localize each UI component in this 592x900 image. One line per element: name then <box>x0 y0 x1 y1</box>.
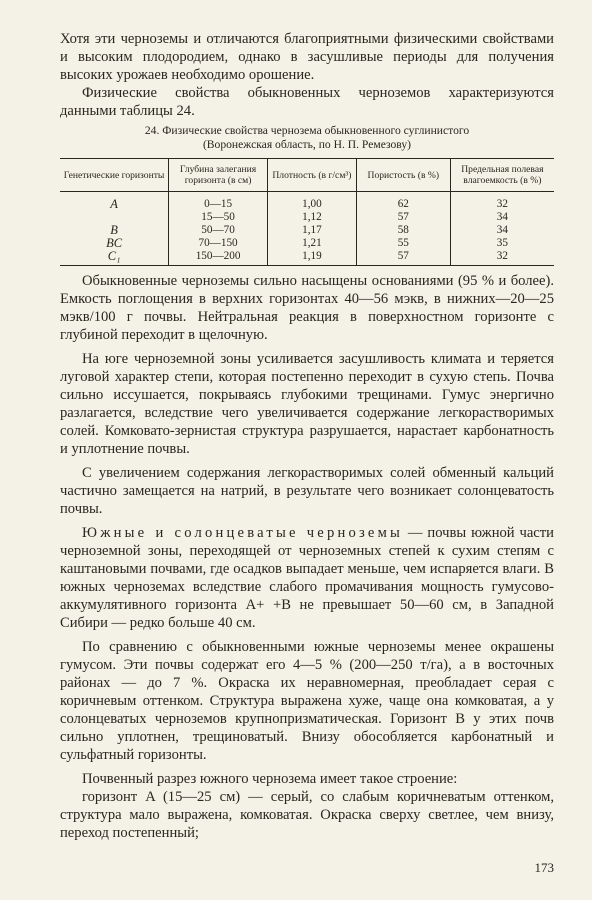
page-content <box>60 30 554 842</box>
cell-porosity: 57 <box>356 211 450 224</box>
cell-horizon: B <box>110 223 118 237</box>
body-paragraph-6: Почвенный разрез южного чернозема имеет такое строение: <box>82 771 458 787</box>
cell-capacity: 34 <box>450 211 554 224</box>
page-number: 173 <box>534 860 554 875</box>
cell-porosity: 55 <box>356 237 450 250</box>
cell-density: 1,17 <box>267 224 356 237</box>
cell-depth: 15—50 <box>169 211 268 224</box>
table-caption-source: (Воронежская область, по Н. П. Ремезову) <box>202 138 412 151</box>
body-paragraph-4 <box>60 524 554 632</box>
table-header-row <box>60 159 554 192</box>
cell-horizon: C₁ <box>60 250 169 266</box>
cell-capacity: 32 <box>450 192 554 212</box>
cell-capacity: 32 <box>450 250 554 266</box>
intro-paragraph-1: Хотя эти черноземы и отличаются благоприятными физическими свойствами и высоким плодородием, однако в засушливые периоды для получения высоких урожаев необходимо орошение. <box>60 31 554 83</box>
cell-depth: 50—70 <box>169 224 268 237</box>
cell-density: 1,19 <box>267 250 356 266</box>
cell-porosity: 62 <box>356 192 450 212</box>
intro-paragraph-2: Физические свойства обыкновенных черноземов характеризуются данными таблицы 24. <box>60 85 554 119</box>
table-row <box>60 224 554 237</box>
cell-depth: 0—15 <box>169 192 268 212</box>
cell-horizon: BC <box>106 236 123 250</box>
header-density: Плотность (в г/см³) <box>267 159 356 192</box>
header-porosity: Пористость (в %) <box>356 159 450 192</box>
cell-porosity: 58 <box>356 224 450 237</box>
cell-porosity: 57 <box>356 250 450 266</box>
body-paragraph-7: горизонт A (15—25 см) — серый, со слабым коричневатым оттенком, структура мало выражена, комковатая. Окраска сверху светлее, чем внизу, переход постепенный; <box>60 789 554 841</box>
table-caption-title: 24. Физические свойства чернозема обыкновенного суглинистого <box>144 124 470 137</box>
table-row <box>60 250 554 266</box>
cell-density: 1,21 <box>267 237 356 250</box>
table-row <box>60 211 554 224</box>
cell-density: 1,00 <box>267 192 356 212</box>
body-paragraph-5: По сравнению с обыкновенными южные черноземы менее окрашены гумусом. Эти почвы содержат его 4—5 % (200—250 т/га), а в восточных районах — до 7 %. Окраска их неравномерная, преобладает серая с коричневым оттенком. Структура выражена хуже, чаще она комковатая, а у солонцеватых черноземов крупнопризматическая. Горизонт B у этих почв сильно уплотнен, трещиноватый. Внизу обособляется карбонатный и сульфатный горизонты. <box>60 639 554 763</box>
cell-depth: 70—150 <box>169 237 268 250</box>
cell-density: 1,12 <box>267 211 356 224</box>
header-horizon: Генетические горизонты <box>60 159 169 192</box>
body-paragraph-2: На юге черноземной зоны усиливается засушливость климата и теряется луговой характер степи, которая постепенно переходит в сухую степь. Почва сильно иссушается, покрываясь глубокими трещинами. Гумус энергично разлагается, вследствие чего увеличивается содержание легкорастворимых солей. Комковато-зернистая структура разрушается, нарастает карбонатность и уплотнение почвы. <box>60 351 554 457</box>
table-caption <box>60 124 554 152</box>
cell-horizon: A <box>110 197 118 211</box>
table-row <box>60 192 554 212</box>
cell-depth: 150—200 <box>169 250 268 266</box>
physical-properties-table <box>60 158 554 266</box>
header-depth: Глубина залегания горизонта (в см) <box>169 159 268 192</box>
body-paragraph-1: Обыкновенные черноземы сильно насыщены основаниями (95 % и более). Емкость поглощения в верхних горизонтах 40—56 мэкв, в нижних—20—25 мэкв/100 г почвы. Нейтральная реакция в поверхностном горизонте с глубиной переходит в щелочную. <box>60 273 554 343</box>
cell-capacity: 35 <box>450 237 554 250</box>
body-paragraph-3: С увеличением содержания легкорастворимых солей обменный кальций частично замещается на натрий, в результате чего возникает солонцеватость почвы. <box>60 465 554 517</box>
term-southern-chernozems: Южные и солонцеватые черноземы <box>82 525 404 541</box>
header-capacity: Предельная полевая влагоемкость (в %) <box>450 159 554 192</box>
cell-capacity: 34 <box>450 224 554 237</box>
table-row <box>60 237 554 250</box>
body-paragraph-4-text: — почвы южной части черноземной зоны, переходящей от черноземных степей к сухим степям с каштановыми почвами, где осадков выпадает меньше, чем испаряется влаги. В южных черноземах вследствие слабого промачивания мощность гумусово-аккумулятивного горизонта A+ +B не превышает 50—60 см, в Западной Сибири — редко больше 40 см. <box>60 525 554 631</box>
